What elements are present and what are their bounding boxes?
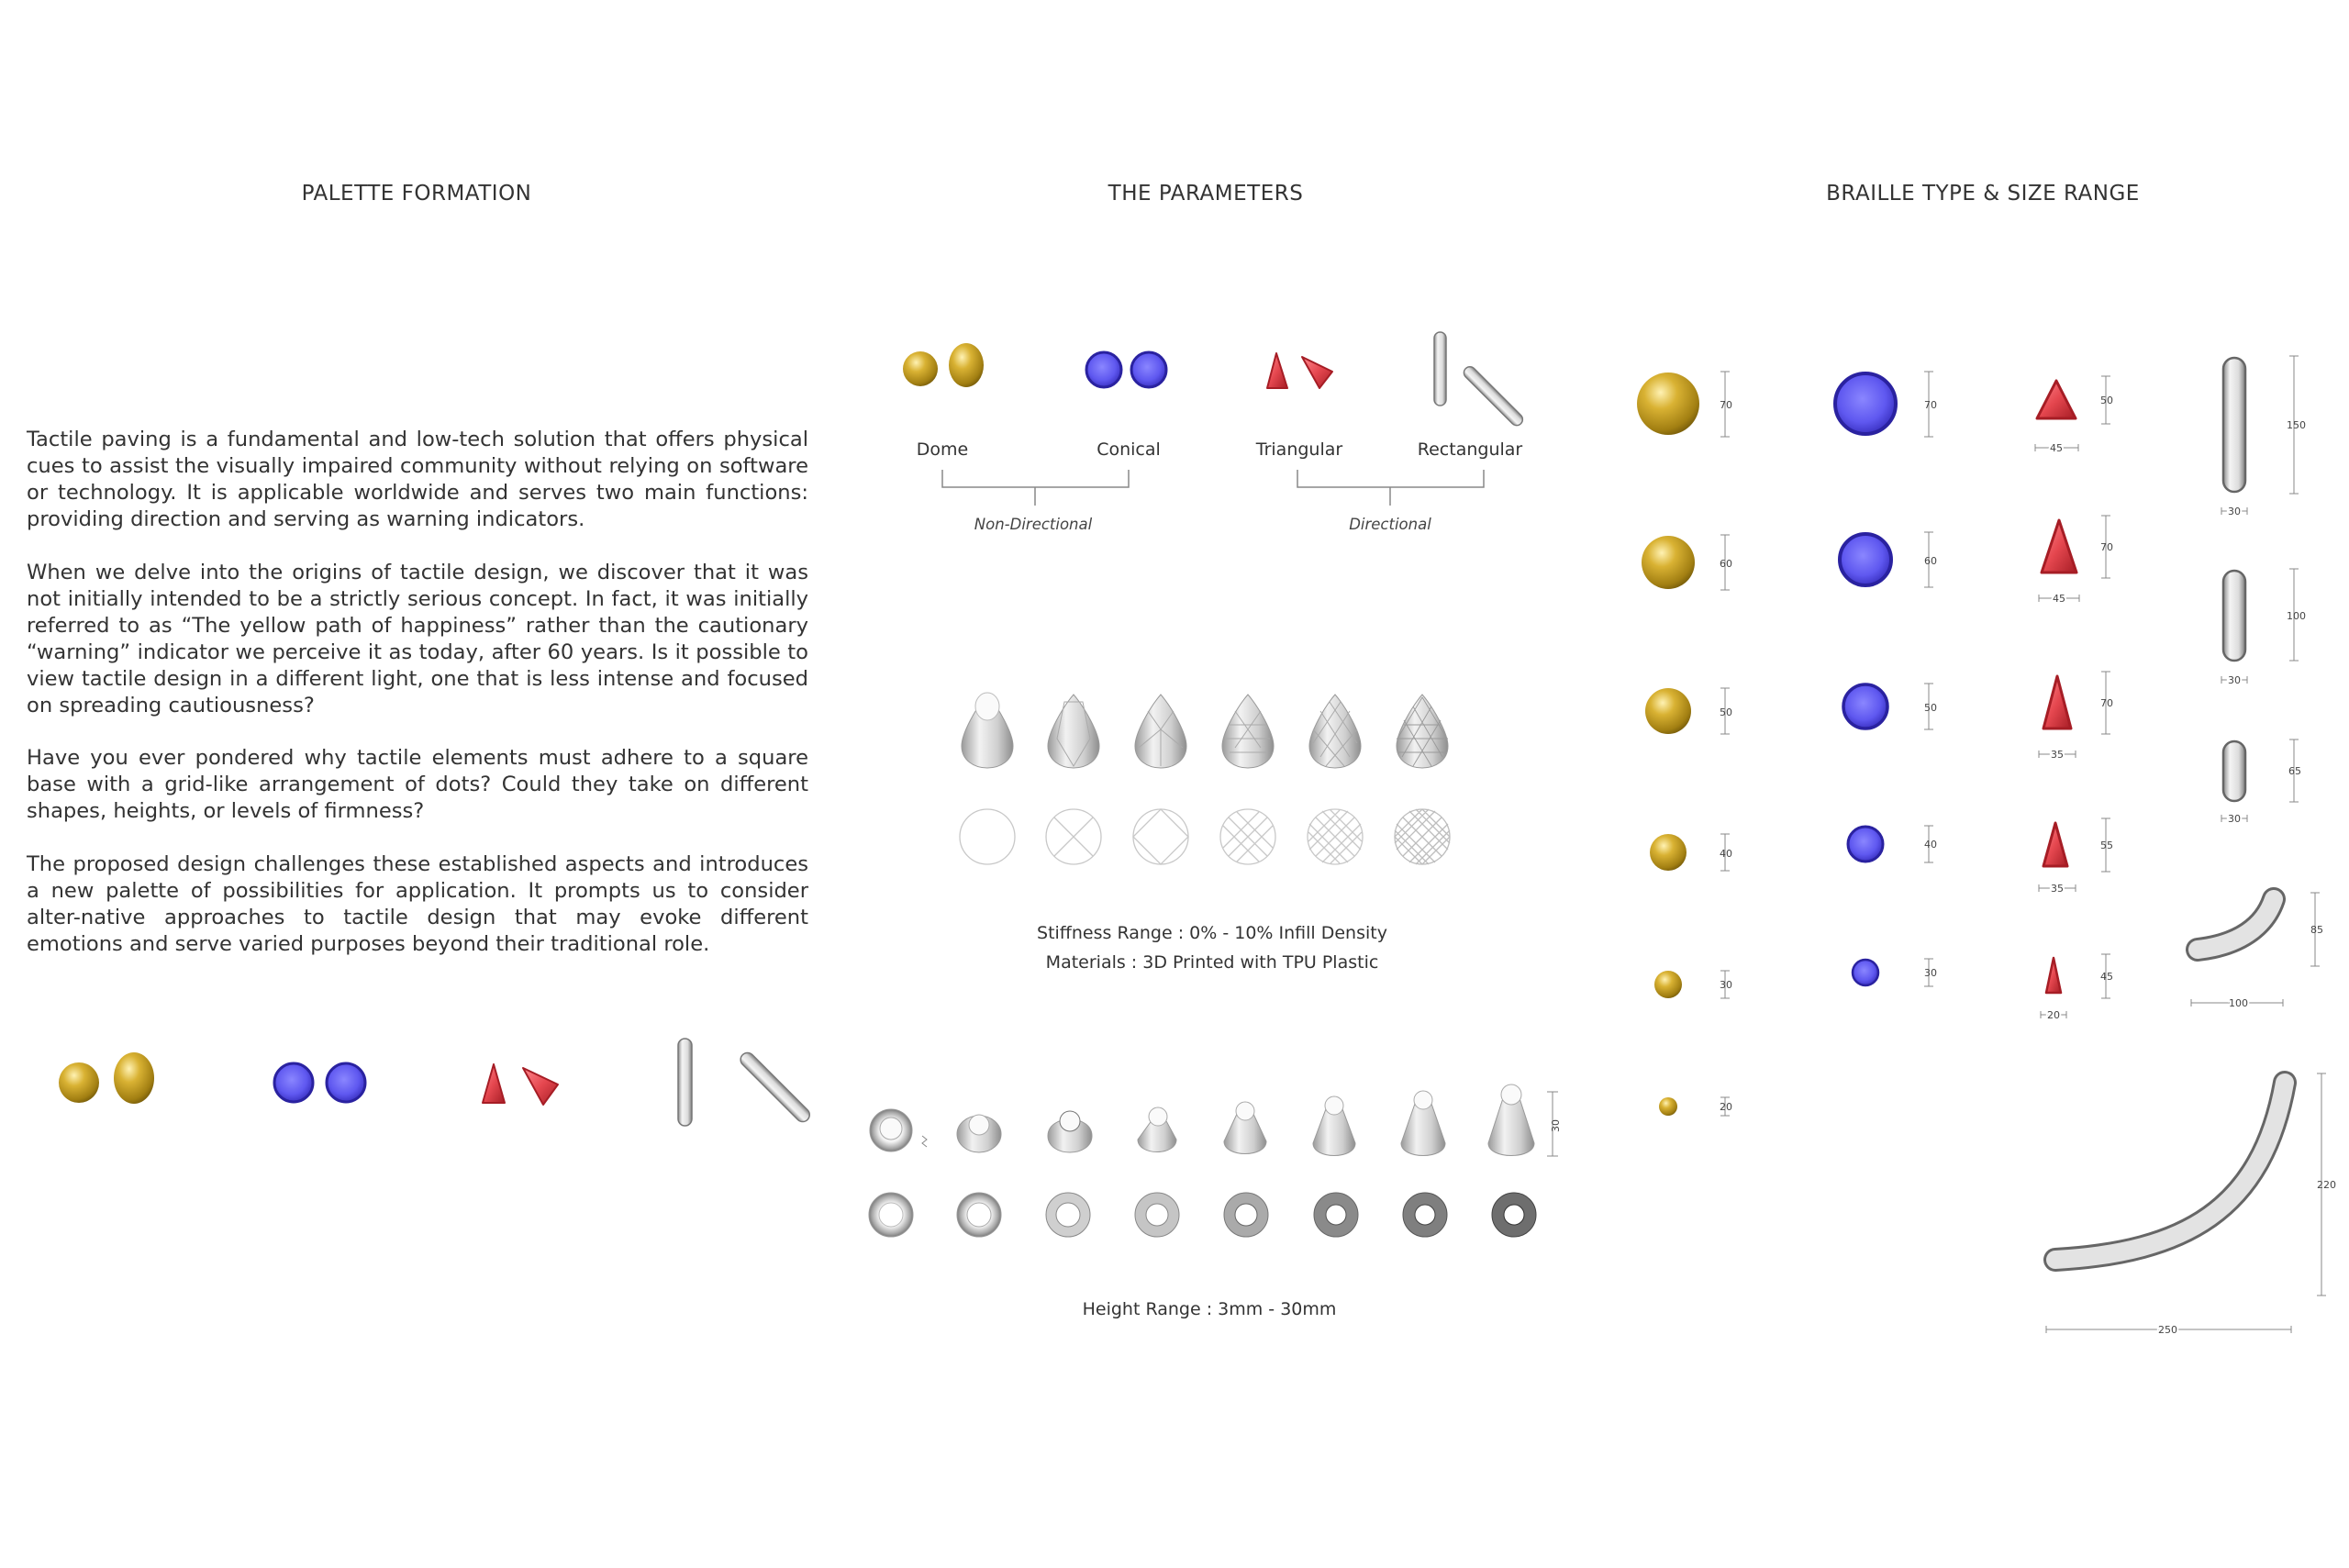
height-caption: Height Range : 3mm - 30mm [1082, 1299, 1337, 1319]
question-paragraph: Have you ever pondered why tactile elements must adhere to a square base with a grid-like arrangement of dots? Could they take on different shapes, heights, or levels of firmness? [27, 746, 808, 823]
triangle-width-4: 20 [2047, 1009, 2060, 1021]
dome-label: Dome [916, 439, 969, 460]
bar-size-65 [2223, 741, 2245, 801]
height-cone-6 [1401, 1091, 1445, 1156]
palette-conical-icon [274, 1063, 313, 1102]
height-cone-3 [1138, 1107, 1176, 1152]
triangular-label: Triangular [1255, 439, 1343, 460]
conical-dim-1: 60 [1924, 555, 1937, 567]
dome-size-column [1637, 372, 1732, 1116]
rectangular-label: Rectangular [1417, 439, 1523, 460]
triangle-height-1: 70 [2100, 541, 2113, 553]
conical-size-60 [1840, 534, 1891, 585]
parameter-shape-row [903, 332, 1525, 428]
conical-dim-3: 40 [1924, 839, 1937, 851]
palette-triangular-icon [483, 1064, 505, 1103]
dome-dim-3: 40 [1720, 848, 1732, 860]
triangle-height-0: 50 [2100, 395, 2113, 406]
dome-size-60 [1642, 536, 1695, 589]
conical-label: Conical [1097, 439, 1161, 460]
stiffness-drop-2 [1135, 695, 1186, 768]
dome-size-50 [1645, 688, 1691, 734]
conical-size-50 [1843, 684, 1887, 728]
triangle-size-0 [2037, 381, 2076, 418]
directional-bracket [1297, 470, 1484, 506]
height-cone-0 [870, 1109, 912, 1151]
height-cone-1 [957, 1115, 1001, 1152]
origins-paragraph: When we delve into the origins of tactile design, we discover that it was not initially intended to be a strictly serious concept. In fact, it was initially referred to as “The yellow path of happiness” rather than the cautionary “warning” indicator we perceive it as today, after 60 years. Is it possible to view tactile design in a different light, one that is less intense and focused on spreading cautiousness? [27, 561, 808, 717]
stiffness-drop-4 [1309, 695, 1361, 768]
large-curve-width: 250 [2158, 1324, 2177, 1336]
triangle-size-3 [2043, 823, 2067, 866]
ring-2 [1046, 1193, 1090, 1237]
intro-paragraph: Tactile paving is a fundamental and low-tech solution that offers physical cues to assist the visually impaired community without relying on software or technology. It is applicable worldwide and serves two main functions: providing direction and serving as warning indicators. [27, 428, 808, 531]
conical-size-40 [1848, 827, 1883, 862]
small-height-indicator [922, 1136, 927, 1147]
bar-width-1: 30 [2228, 674, 2241, 686]
infill-3 [1220, 809, 1275, 864]
triangle-width-2: 35 [2051, 749, 2064, 761]
bar-width-2: 30 [2228, 813, 2241, 825]
ring-1 [957, 1193, 1001, 1237]
small-curve-width: 100 [2229, 997, 2248, 1009]
palette-dome-egg-icon [114, 1052, 154, 1104]
ring-3 [1135, 1193, 1179, 1237]
triangle-size-4 [2046, 958, 2061, 993]
bar-length-0: 150 [2287, 419, 2306, 431]
palette-shape-row [59, 1039, 812, 1126]
dome-dim-4: 30 [1720, 979, 1732, 991]
rectangular-icon [1434, 332, 1446, 406]
triangular-icon [1302, 357, 1332, 388]
ring-0 [869, 1193, 913, 1237]
infill-4 [1308, 809, 1363, 864]
rectangular-size-column [2046, 356, 2336, 1336]
height-cone-2 [1048, 1111, 1092, 1152]
infill-patterns [960, 809, 1450, 864]
palette-formation-header: PALETTE FORMATION [301, 182, 532, 206]
dome-egg-icon [949, 343, 984, 387]
height-range-cones [870, 1084, 1562, 1156]
rectangular-icon [1462, 364, 1525, 428]
proposal-paragraph: The proposed design challenges these established aspects and introduces a new palette of possibilities for application. It prompts us to consider alter-native approaches to tactile design that may evoke different emotions and serve varied purposes beyond their traditional role. [27, 852, 808, 956]
palette-rectangular-icon [738, 1050, 812, 1124]
conical-dim-4: 30 [1924, 967, 1937, 979]
triangle-size-1 [2042, 520, 2076, 573]
triangle-size-2 [2043, 676, 2071, 728]
ring-6 [1403, 1193, 1447, 1237]
palette-rectangular-icon [678, 1039, 692, 1126]
stiffness-drops [962, 693, 1448, 768]
grouping-brackets [942, 470, 1484, 506]
bar-length-2: 65 [2288, 765, 2301, 777]
dome-dim-1: 60 [1720, 558, 1732, 570]
stiffness-drop-1 [1048, 695, 1099, 768]
conical-size-30 [1853, 960, 1878, 985]
ring-7 [1492, 1193, 1536, 1237]
infill-0 [960, 809, 1015, 864]
ring-4 [1224, 1193, 1268, 1237]
stiffness-caption: Stiffness Range : 0% - 10% Infill Density [1037, 923, 1387, 943]
bar-width-0: 30 [2228, 506, 2241, 517]
directional-label: Directional [1349, 516, 1431, 533]
palette-triangular-icon [523, 1068, 558, 1105]
triangular-icon [1267, 353, 1287, 388]
stiffness-drop-5 [1397, 695, 1448, 768]
triangle-height-4: 45 [2100, 971, 2113, 983]
stiffness-drop-3 [1222, 695, 1274, 768]
triangle-height-2: 70 [2100, 697, 2113, 709]
dome-icon [903, 351, 938, 386]
dome-dim-5: 20 [1720, 1101, 1732, 1113]
conical-dim-2: 50 [1924, 702, 1937, 714]
materials-caption: Materials : 3D Printed with TPU Plastic [1045, 952, 1379, 973]
dome-size-70 [1637, 373, 1699, 435]
infill-2 [1133, 809, 1188, 864]
conical-size-column [1835, 372, 1937, 986]
height-dimension-label: 30 [1550, 1119, 1562, 1132]
triangle-height-3: 55 [2100, 840, 2113, 851]
dome-size-20 [1659, 1097, 1677, 1116]
height-range-rings [869, 1193, 1536, 1237]
non-directional-label: Non-Directional [974, 516, 1093, 533]
triangle-width-3: 35 [2051, 883, 2064, 895]
bar-size-100 [2223, 571, 2245, 661]
dome-dim-2: 50 [1720, 706, 1732, 718]
infill-5 [1395, 809, 1450, 864]
the-parameters-header: THE PARAMETERS [1108, 182, 1304, 206]
small-curve-height: 85 [2310, 924, 2323, 936]
dome-dim-0: 70 [1720, 399, 1732, 411]
bar-length-1: 100 [2287, 610, 2306, 622]
dome-size-40 [1650, 834, 1687, 871]
ring-5 [1314, 1193, 1358, 1237]
non-directional-bracket [942, 470, 1129, 506]
triangle-width-0: 45 [2050, 442, 2063, 454]
height-cone-4 [1224, 1102, 1266, 1154]
triangle-width-1: 45 [2053, 593, 2065, 605]
dome-size-30 [1654, 971, 1682, 998]
height-cone-7 [1488, 1084, 1534, 1156]
conical-dim-0: 70 [1924, 399, 1937, 411]
palette-conical-icon [327, 1063, 365, 1102]
palette-dome-icon [59, 1062, 99, 1103]
conical-icon [1131, 352, 1166, 387]
large-curve-height: 220 [2317, 1179, 2336, 1191]
conical-icon [1086, 352, 1121, 387]
braille-type-size-range-header: BRAILLE TYPE & SIZE RANGE [1826, 182, 2140, 206]
stiffness-drop-0 [962, 693, 1013, 768]
conical-size-70 [1835, 373, 1896, 434]
height-cone-5 [1313, 1096, 1355, 1156]
triangle-size-column [2035, 376, 2113, 1021]
bar-size-150 [2223, 358, 2245, 492]
infill-1 [1046, 809, 1101, 864]
